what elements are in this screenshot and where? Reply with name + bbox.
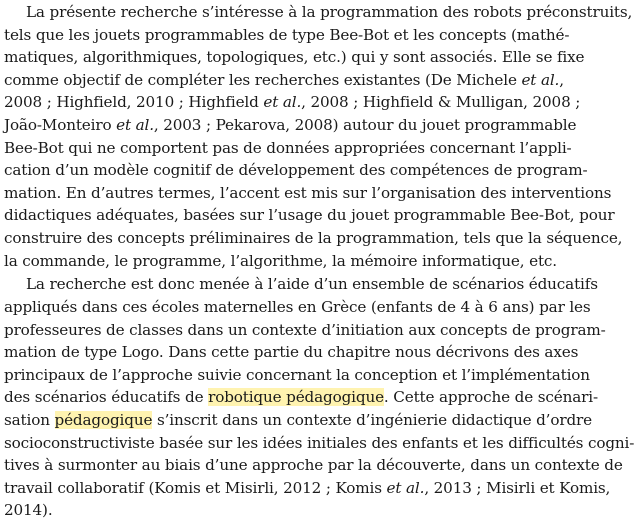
text-run: mation. En d’autres termes, l’accent est mis sur l’organisation des interventions	[4, 183, 612, 202]
text-line	[4, 114, 577, 136]
text-run: João-Monteiro	[4, 116, 117, 134]
text-line	[4, 409, 592, 431]
text-run: appliqués dans ces écoles maternelles en Grèce (enfants de 4 à 6 ans) par les	[4, 298, 591, 316]
italic-citation: et al.	[386, 478, 425, 497]
text-run: , 2013 ; Misirli et Komis,	[424, 478, 611, 497]
text-line	[4, 341, 579, 363]
text-line	[4, 477, 611, 499]
text-line	[4, 432, 634, 454]
text-line	[4, 364, 590, 386]
text-run: La recherche est donc menée à l’aide d’un ensemble de scénarios éducatifs	[26, 275, 598, 294]
text-run: mation de type Logo. Dans cette partie du chapitre nous décrivons des axes	[4, 343, 579, 362]
text-run: ,	[559, 70, 564, 89]
text-run: professeures de classes dans un contexte d’initiation aux concepts de program-	[4, 320, 606, 339]
text-run: la commande, le programme, l’algorithme, la mémoire informatique, etc.	[4, 251, 557, 270]
text-line	[4, 227, 623, 249]
text-run: travail collaboratif (Komis et Misirli, 2012 ; Komis	[4, 478, 387, 497]
text-run: principaux de l’approche suivie concernant la conception et l’implémentation	[4, 365, 590, 384]
italic-citation: et al.	[263, 93, 302, 112]
text-run: construire des concepts préliminaires de la programmation, tels que la séquence,	[4, 229, 623, 247]
text-run: matiques, algorithmiques, topologiques, etc.) qui y sont associés. Elle se fixe	[4, 48, 585, 67]
text-run: s’inscrit dans un contexte d’ingénierie didactique d’ordre	[152, 411, 592, 429]
text-run: cation d’un modèle cognitif de développement des compétences de program-	[4, 161, 588, 180]
text-run: tels que les jouets programmables de type Bee-Bot et les concepts (mathé-	[4, 25, 570, 44]
text-run: tives à surmonter au biais d’une approche par la découverte, dans un contexte de	[4, 456, 623, 475]
text-line	[4, 319, 606, 341]
text-run: didactiques adéquates, basées sur l’usage du jouet programmable Bee-Bot, pour	[4, 206, 615, 225]
text-line	[4, 273, 598, 295]
text-line	[4, 91, 581, 113]
text-run: sation	[4, 411, 55, 429]
text-run: 2008 ; Highfield, 2010 ; Highfield	[4, 93, 264, 112]
text-line	[4, 204, 615, 226]
text-line	[4, 159, 588, 181]
text-line	[4, 24, 570, 46]
text-run: comme objectif de compléter les recherches existantes (De Michele	[4, 70, 522, 89]
text-line	[4, 46, 585, 68]
highlighted-term: pédagogique	[54, 411, 153, 429]
text-line	[4, 499, 517, 521]
text-run: des scénarios éducatifs de	[4, 388, 209, 407]
text-line	[4, 69, 564, 91]
text-run: Bee-Bot qui ne comportent pas de données appropriées concernant l’appli-	[4, 138, 572, 157]
text-run: 2014).	[4, 501, 53, 520]
text-line	[4, 182, 612, 204]
text-run: . Cette approche de scénari-	[383, 388, 598, 407]
text-line	[4, 296, 591, 318]
text-line	[4, 250, 557, 272]
text-line	[4, 454, 623, 476]
text-line	[4, 1, 633, 23]
text-line	[4, 386, 598, 408]
text-run: La présente recherche s’intéresse à la programmation des robots préconstruits,	[26, 3, 633, 21]
italic-citation: et al.	[521, 70, 560, 89]
text-line	[4, 137, 572, 159]
italic-citation: et al.	[116, 116, 154, 134]
text-run: , 2008 ; Highfield & Mulligan, 2008 ;	[301, 93, 581, 112]
text-run: , 2003 ; Pekarova, 2008) autour du jouet programmable	[153, 116, 577, 134]
text-run: socioconstructiviste basée sur les idées initiales des enfants et les difficultés cogni-	[4, 433, 634, 452]
highlighted-term: robotique pédagogique	[208, 388, 384, 407]
